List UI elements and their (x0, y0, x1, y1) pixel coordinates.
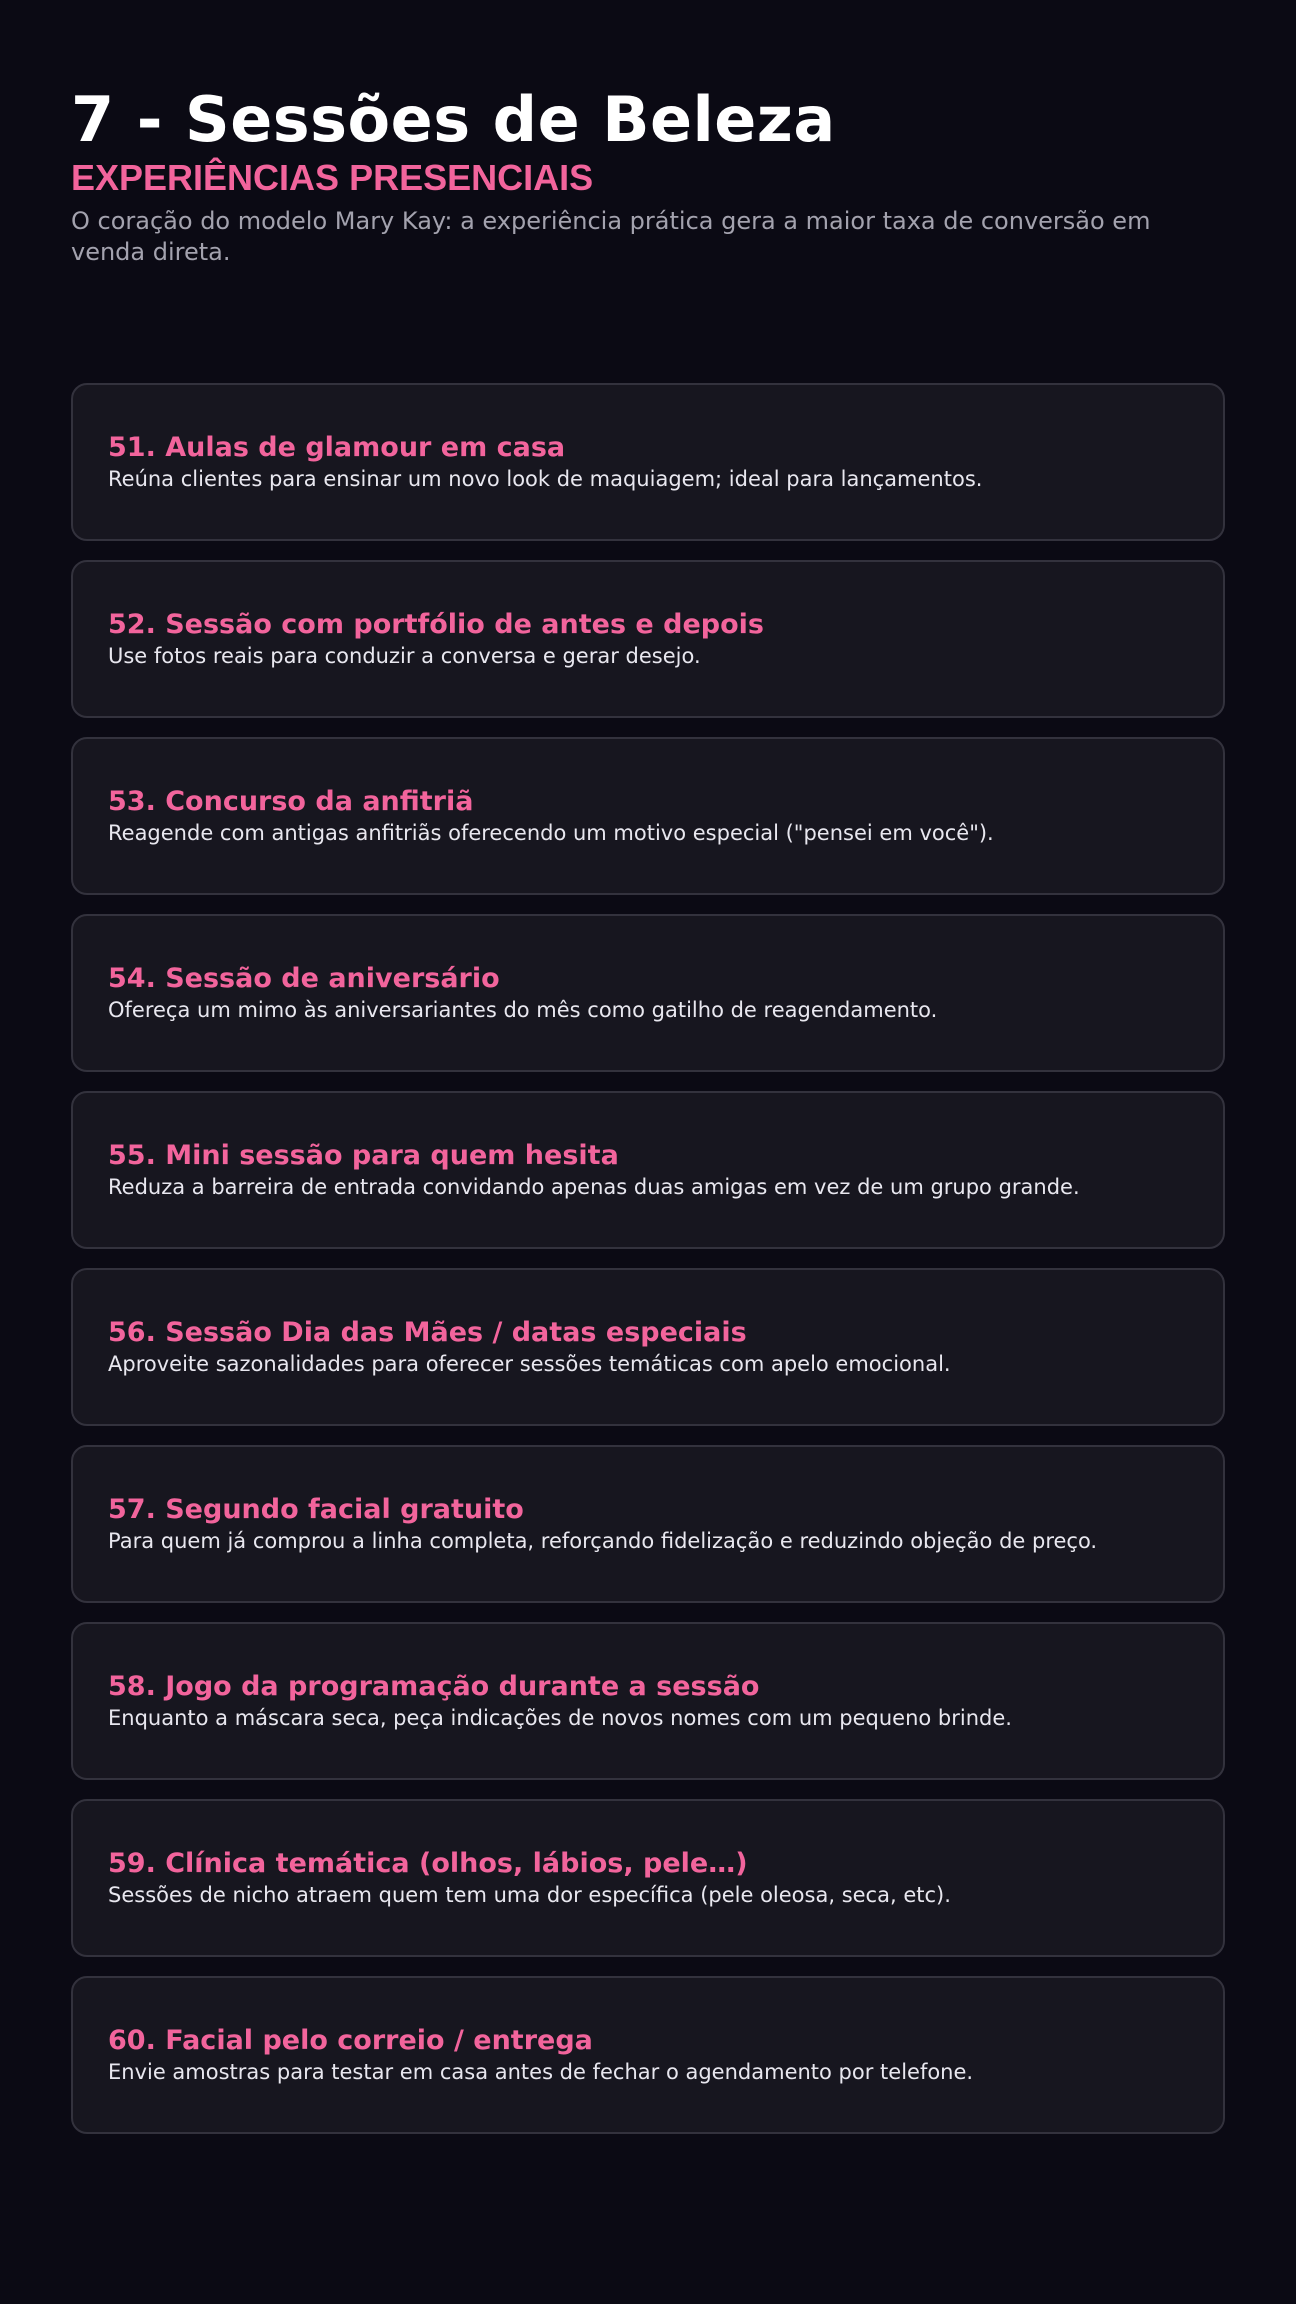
list-item (71, 1445, 1225, 1603)
card-title: 54. Sessão de aniversário (108, 963, 500, 994)
card-title: 55. Mini sessão para quem hesita (108, 1140, 619, 1171)
card-title: 59. Clínica temática (olhos, lábios, pele…) (108, 1848, 748, 1879)
card-title: 53. Concurso da anfitriã (108, 786, 474, 817)
card-title: 60. Facial pelo correio / entrega (108, 2025, 593, 2056)
list-item (71, 560, 1225, 718)
section-description: O coração do modelo Mary Kay: a experiência prática gera a maior taxa de conversão em venda direta. (71, 207, 1151, 266)
card-title: 56. Sessão Dia das Mães / datas especiais (108, 1317, 747, 1348)
card-title: 51. Aulas de glamour em casa (108, 432, 566, 463)
card-title: 58. Jogo da programação durante a sessão (108, 1671, 760, 1702)
list-item (71, 1268, 1225, 1426)
list-item (71, 1091, 1225, 1249)
list-item (71, 1976, 1225, 2134)
card-description: Sessões de nicho atraem quem tem uma dor específica (pele oleosa, seca, etc). (108, 1883, 951, 1907)
card-description: Envie amostras para testar em casa antes de fechar o agendamento por telefone. (108, 2060, 974, 2084)
list-item (71, 914, 1225, 1072)
card-title: 57. Segundo facial gratuito (108, 1494, 524, 1525)
page-title: 7 - Sessões de Beleza (71, 83, 836, 156)
card-description: Reduza a barreira de entrada convidando apenas duas amigas em vez de um grupo grande. (108, 1175, 1080, 1199)
card-description: Para quem já comprou a linha completa, reforçando fidelização e reduzindo objeção de preço. (108, 1529, 1098, 1553)
card-list (71, 383, 1225, 2153)
card-description: Ofereça um mimo às aniversariantes do mês como gatilho de reagendamento. (108, 998, 938, 1022)
card-description: Aproveite sazonalidades para oferecer sessões temáticas com apelo emocional. (108, 1352, 951, 1376)
list-item (71, 383, 1225, 541)
list-item (71, 1622, 1225, 1780)
list-item (71, 1799, 1225, 1957)
card-title: 52. Sessão com portfólio de antes e depois (108, 609, 764, 640)
card-description: Reagende com antigas anfitriãs oferecendo um motivo especial ("pensei em você"). (108, 821, 994, 845)
card-description: Enquanto a máscara seca, peça indicações de novos nomes com um pequeno brinde. (108, 1706, 1012, 1730)
card-description: Use fotos reais para conduzir a conversa e gerar desejo. (108, 644, 701, 668)
section-subtitle: EXPERIÊNCIAS PRESENCIAIS (71, 157, 594, 198)
page-header (71, 82, 1225, 268)
list-item (71, 737, 1225, 895)
card-description: Reúna clientes para ensinar um novo look de maquiagem; ideal para lançamentos. (108, 467, 983, 491)
